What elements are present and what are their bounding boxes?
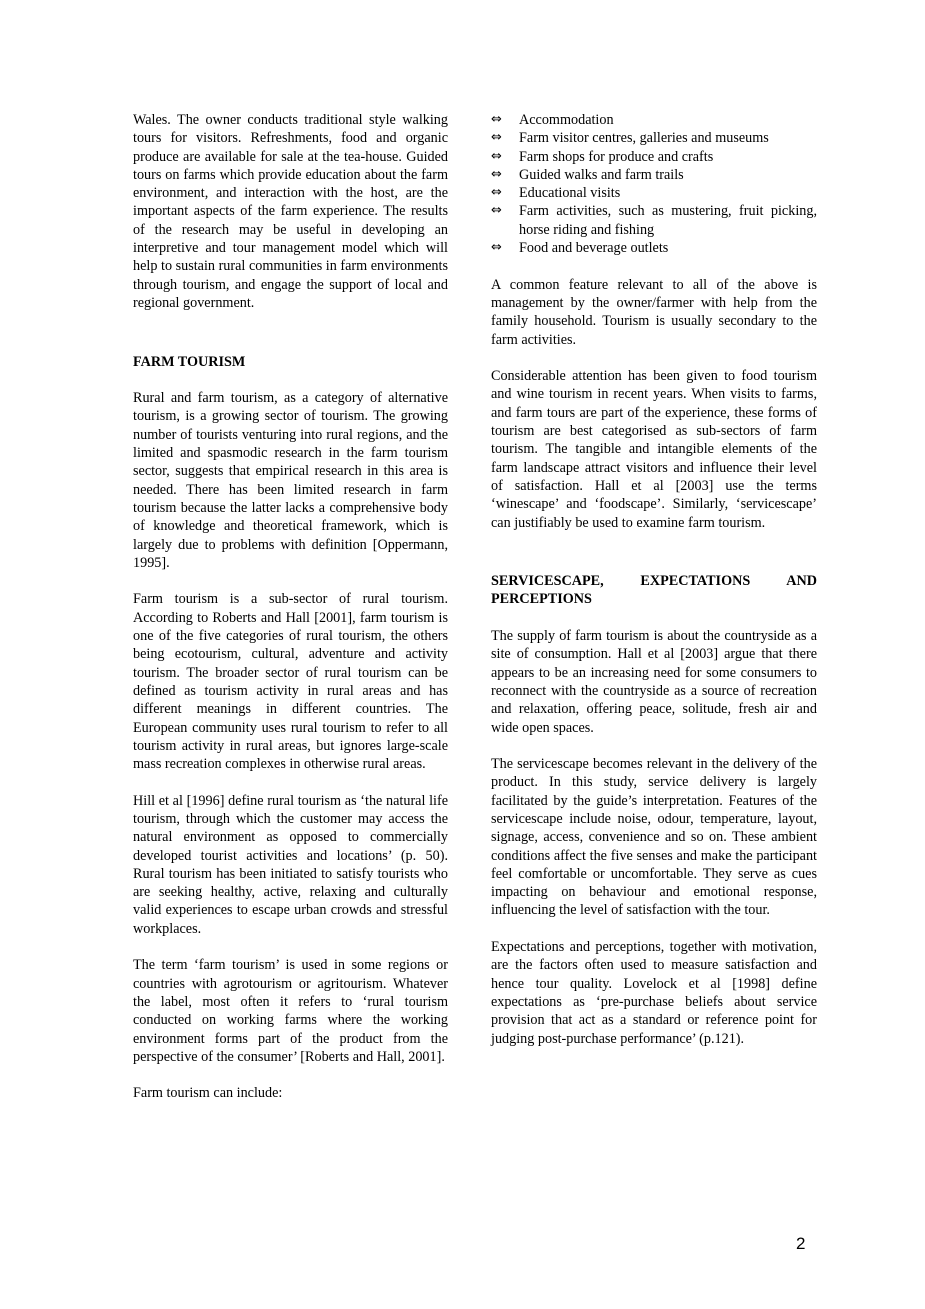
right-column [491,111,817,1066]
left-column [133,111,448,1121]
double-arrow-icon: ⇔ [491,148,502,164]
list-item: ⇔ Educational visits [491,185,621,202]
paragraph-hill-definition: Hill et al [1996] define rural tourism as ‘the natural life tourism, through which the customer may access the natural environment as opposed to commercially developed tourist activities and locations’ (p. 50). Rural tourism has been initiated to satisfy tourists who are seeking healthy, active, relaxing and culturally valid experiences to escape urban crowds and stressful workplaces. [133,792,448,937]
list-item: ⇔ Farm visitor centres, galleries and museums [491,130,769,147]
section-spacer [491,550,817,572]
paragraph-food-wine-tourism: Considerable attention has been given to food tourism and wine tourism in recent years. When visits to farms, and farm tours are part of the experience, these forms of tourism are best categorised as sub-sectors of farm tourism. The tangible and intangible elements of the farm landscape attract visitors and influence their level of satisfaction. Hall et al [2003] use the terms ‘winescape’ and ‘foodscape’. Similarly, ‘servicescape’ can justifiably be used to examine farm tourism. [491,368,817,531]
list-item: ⇔ Farm activities, such as mustering, fruit picking, horse riding and fishing [491,203,817,238]
paragraph-servicescape: The servicescape becomes relevant in the delivery of the product. In this study, service delivery is largely facilitated by the guide’s interpretation. Features of the servicescape include noise, odour, temperature, layout, signage, access, convenience and so on. These ambient conditions affect the five senses and make the participant feel comfortable or uncomfortable. They serve as cues impacting on behaviour and emotional response, influencing the level of satisfaction with the tour. [491,756,817,919]
list-item: ⇔ Farm shops for produce and crafts [491,148,714,165]
heading-servicescape: SERVICESCAPE, EXPECTATIONS AND PERCEPTIONS [491,573,817,608]
intro-paragraph: Wales. The owner conducts traditional style walking tours for visitors. Refreshments, food and organic produce are available for sale at the tea-house. Guided tours on farms which provide education about the farm environment, and interaction with the host, are the important aspects of the farm experience. The results of the research may be useful in developing an interpretive and tour management model which will help to sustain rural communities in farm environments through tourism, and engage the support of local and regional government. [133,112,448,311]
double-arrow-icon: ⇔ [491,240,502,256]
paragraph-sub-sector: Farm tourism is a sub-sector of rural tourism. According to Roberts and Hall [2001], farm tourism is one of the five categories of rural tourism, the others being ecotourism, cultural, adventure and activity tourism. The broader sector of rural tourism can be defined as tourism activity in rural areas and has different meanings in different countries. The European community uses rural tourism to refer to all tourism activity in rural areas, but ignores large-scale mass recreation complexes in otherwise rural areas. [133,591,448,773]
paragraph-rural-farm-tourism: Rural and farm tourism, as a category of alternative tourism, is a growing sector of tourism. The growing number of tourists venturing into rural regions, and the limited and spasmodic research in the farm tourism sector, suggests that empirical research in this area is needed. There has been limited research in farm tourism because the latter lacks a comprehensive body of knowledge and theoretical framework, which is largely due to problems with definition [Oppermann, 1995]. [133,390,448,571]
list-item: ⇔ Accommodation [491,112,614,128]
heading-farm-tourism: FARM TOURISM [133,353,246,370]
farm-tourism-list [491,111,817,257]
list-item: ⇔ Guided walks and farm trails [491,166,684,183]
section-spacer [133,331,448,353]
paragraph-common-feature: A common feature relevant to all of the above is management by the owner/farmer with help from the family household. Tourism is usually secondary to the farm activities. [491,276,817,348]
paragraph-supply: The supply of farm tourism is about the countryside as a site of consumption. Hall et al [2003] argue that there appears to be an increasing need for some consumers to reconnect with the countryside as a source of recreation and relaxation, offering peace, solitude, fresh air and wide open spaces. [491,628,817,736]
paragraph-term-farm-tourism: The term ‘farm tourism’ is used in some regions or countries with agrotourism or agritourism. Whatever the label, most often it refers to ‘rural tourism conducted on working farms where the working environment forms part of the product from the perspective of the consumer’ [Roberts and Hall, 2001]. [133,957,448,1065]
double-arrow-icon: ⇔ [491,166,502,182]
paragraph-expectations: Expectations and perceptions, together with motivation, are the factors often used to measure satisfaction and hence tour quality. Lovelock et al [1998] define expectations as ‘pre-purchase beliefs about service provision that act as a standard or reference point for judging post-purchase performance’ (p.121). [491,939,817,1047]
double-arrow-icon: ⇔ [491,130,502,146]
page-number: 2 [796,1234,806,1253]
list-item: ⇔ Food and beverage outlets [491,240,669,257]
paragraph-can-include: Farm tourism can include: [133,1085,283,1102]
double-arrow-icon: ⇔ [491,112,502,127]
double-arrow-icon: ⇔ [491,203,502,219]
double-arrow-icon: ⇔ [491,185,502,201]
